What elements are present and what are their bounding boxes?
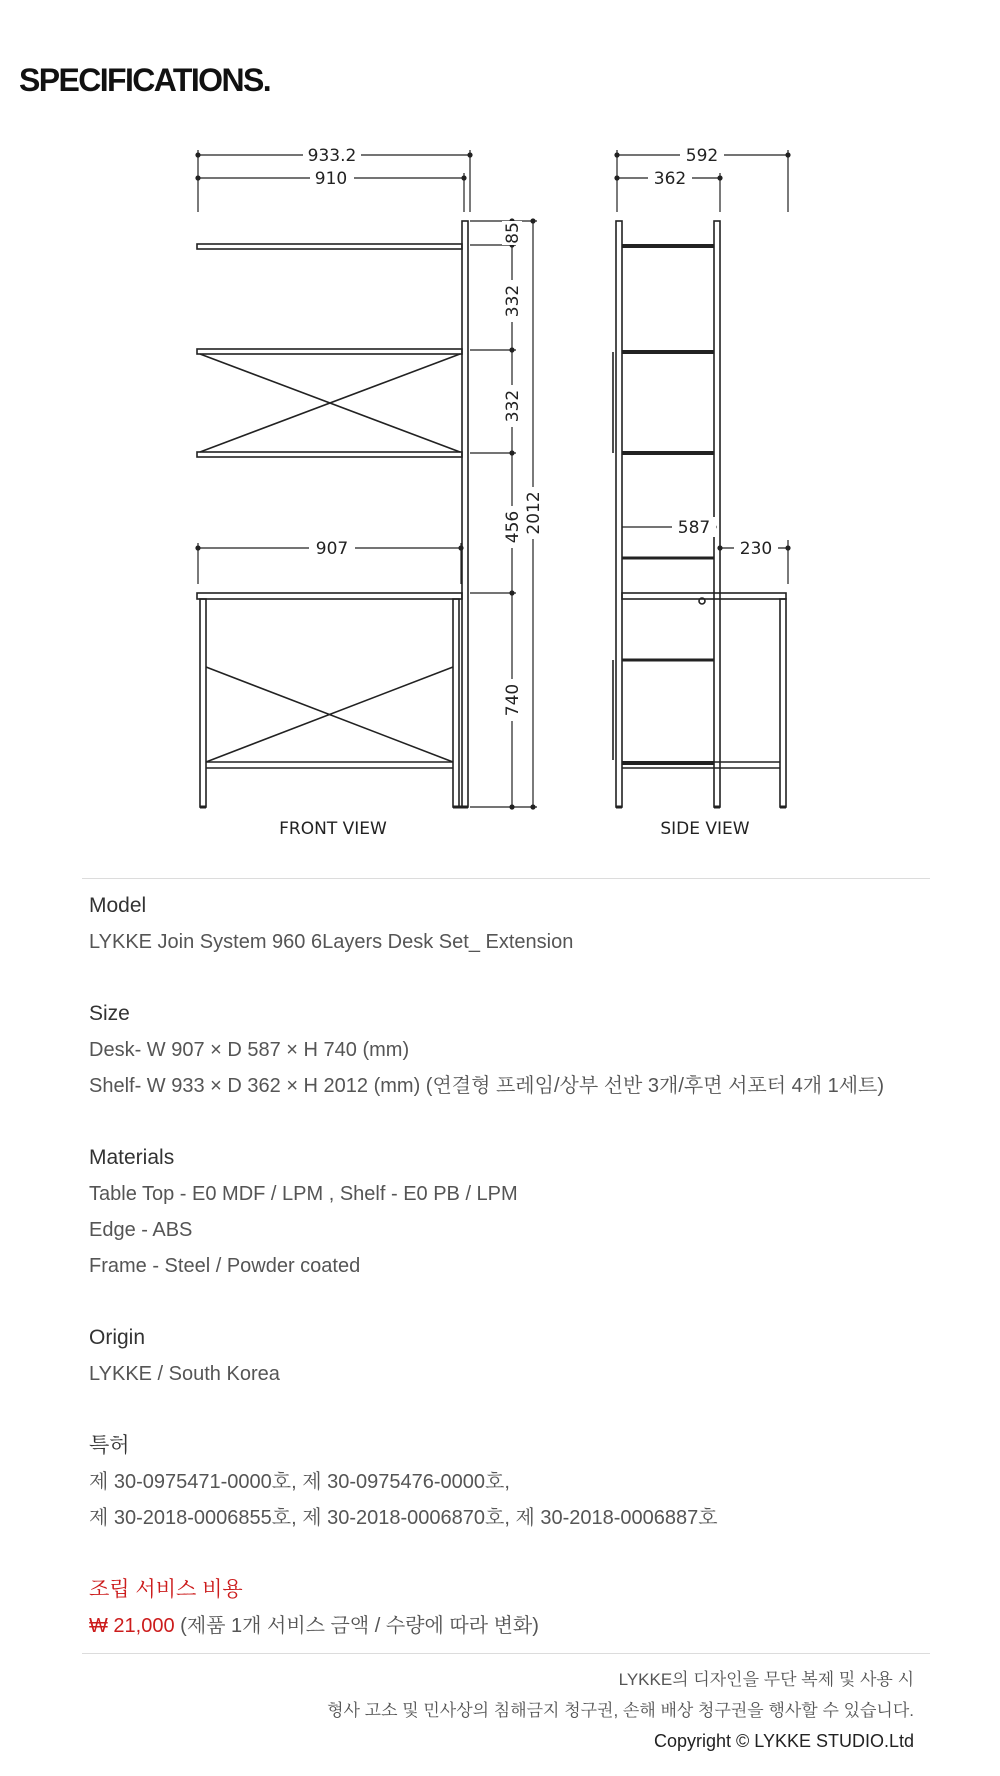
spec-materials-frame: Frame - Steel / Powder coated: [89, 1255, 361, 1277]
specifications-list: [89, 888, 929, 1680]
front-view-label: FRONT VIEW: [279, 819, 387, 839]
dim-front-total-height: 2012: [524, 491, 544, 535]
dim-front-top-gap: 85: [503, 222, 523, 244]
dimension-drawing: [0, 140, 1000, 850]
footer-line-2: 형사 고소 및 민사상의 침해금지 청구권, 손해 배상 청구권을 행사할 수 있습니다.: [327, 1701, 914, 1720]
footer-line-1: LYKKE의 디자인을 무단 복제 및 사용 시: [618, 1670, 914, 1689]
dim-side-total-depth: 592: [685, 146, 719, 166]
spec-patent-heading: 특허: [89, 1434, 130, 1457]
spec-materials-top: Table Top - E0 MDF / LPM , Shelf - E0 PB / LPM: [89, 1183, 518, 1205]
dim-front-desk-height: 740: [503, 683, 523, 717]
dim-side-desk-depth: 587: [677, 518, 711, 538]
spec-origin: [89, 1320, 929, 1392]
spec-model-heading: Model: [89, 894, 147, 917]
dim-side-offset: 230: [739, 539, 773, 559]
side-view-drawing: [613, 221, 786, 807]
footer-notice: [327, 1664, 914, 1757]
dim-side-shelf-depth: 362: [653, 169, 687, 189]
spec-patent: [89, 1428, 929, 1536]
dim-front-shelf-gap-2: 332: [503, 389, 523, 423]
dim-front-shelf-gap-3: 456: [503, 510, 523, 544]
spec-size: [89, 996, 929, 1104]
dim-front-desk-width: 907: [315, 539, 349, 559]
dim-front-total-width: 933.2: [307, 146, 357, 166]
spec-model: [89, 888, 929, 960]
dim-front-shelf-gap-1: 332: [503, 284, 523, 318]
spec-materials-edge: Edge - ABS: [89, 1219, 193, 1241]
front-view-drawing: [197, 221, 468, 807]
page-title: SPECIFICATIONS.: [19, 62, 270, 98]
dim-front-shelf-width: 910: [314, 169, 348, 189]
side-view-label: SIDE VIEW: [660, 819, 750, 839]
spec-service-heading: 조립 서비스 비용: [89, 1578, 243, 1601]
spec-origin-line: LYKKE / South Korea: [89, 1363, 280, 1385]
spec-materials: [89, 1140, 929, 1284]
service-price: ₩ 21,000: [89, 1615, 175, 1637]
service-price-note: (제품 1개 서비스 금액 / 수량에 따라 변화): [180, 1615, 539, 1637]
spec-materials-heading: Materials: [89, 1146, 175, 1169]
spec-size-heading: Size: [89, 1002, 130, 1025]
spec-size-desk: Desk- W 907 × D 587 × H 740 (mm): [89, 1039, 410, 1061]
spec-patent-line-2: 제 30-2018-0006855호, 제 30-2018-0006870호, 제 30-2018-0006887호: [89, 1507, 718, 1529]
spec-model-line: LYKKE Join System 960 6Layers Desk Set_ Extension: [89, 931, 574, 953]
divider-top: [82, 878, 930, 879]
copyright: Copyright © LYKKE STUDIO.Ltd: [653, 1731, 914, 1751]
spec-origin-heading: Origin: [89, 1326, 146, 1349]
front-dim-labels: [303, 145, 544, 721]
spec-patent-line-1: 제 30-0975471-0000호, 제 30-0975476-0000호,: [89, 1471, 510, 1493]
spec-service-price-row: [89, 1608, 929, 1644]
spec-service: [89, 1572, 929, 1644]
spec-size-shelf: Shelf- W 933 × D 362 × H 2012 (mm) (연결형 프레임/상부 선반 3개/후면 서포터 4개 1세트): [89, 1075, 885, 1097]
divider-bottom: [82, 1653, 930, 1654]
